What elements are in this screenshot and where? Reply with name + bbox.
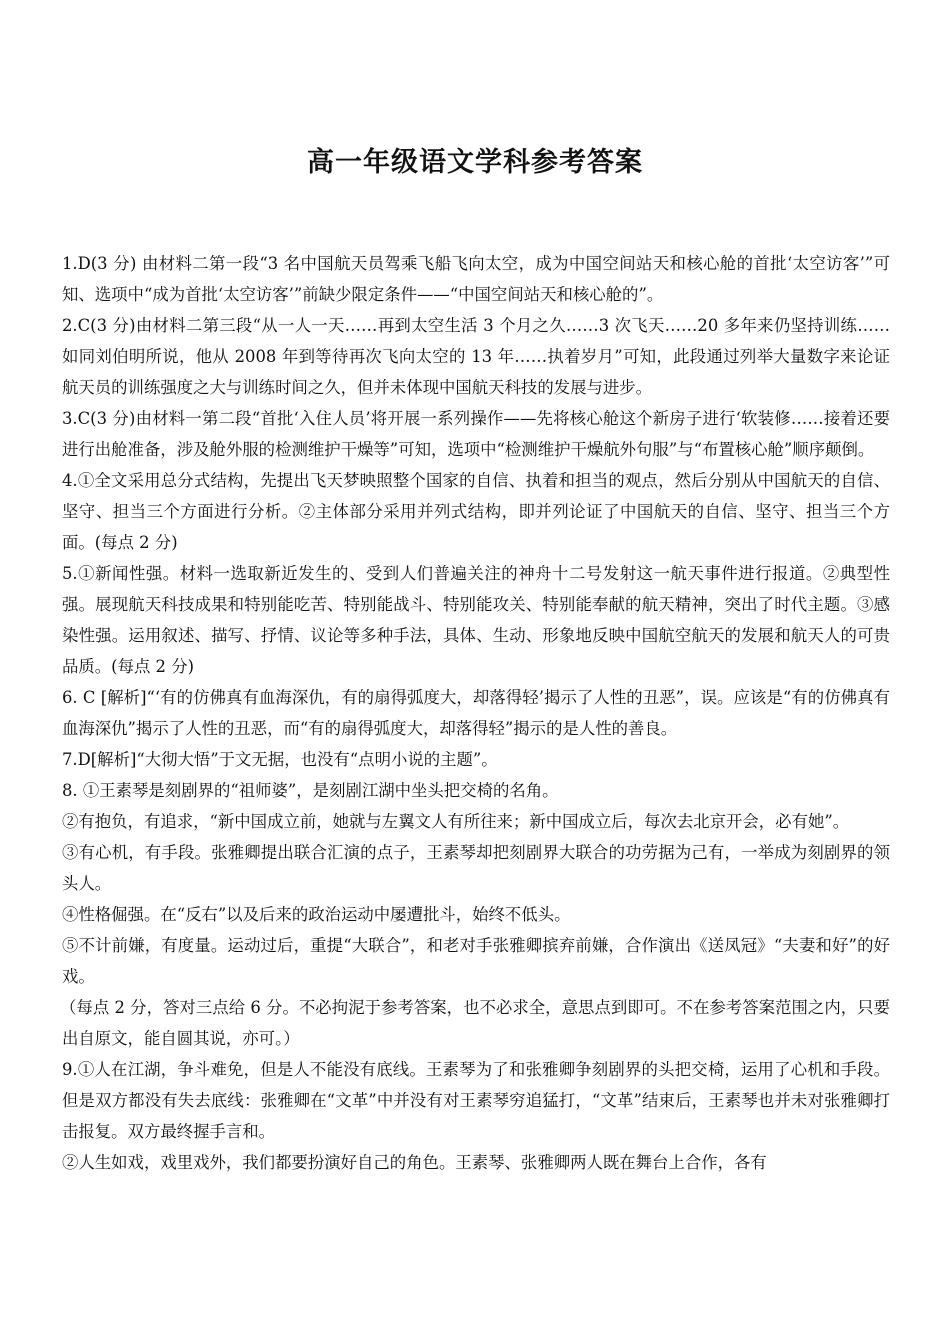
- answer-paragraph: ③有心机，有手段。张雅卿提出联合汇演的点子，王素琴却把刻剧界大联合的功劳据为己有，一举成为刻剧界的领头人。: [62, 843, 890, 893]
- answer-paragraph: 2.C(3 分)由材料二第三段“从一人一天……再到太空生活 3 个月之久……3 次飞天……20 多年来仍坚持训练……如同刘伯明所说，他从 2008 年到等待再次飞向太空的 13 年……执着岁月”可知，此段通过列举大量数字来论证航天员的训练强度之大与训练时间之久，但并未体现中国航天科技的发展与进步。: [62, 316, 890, 397]
- answer-paragraph: ⑤不计前嫌，有度量。运动过后，重提“大联合”，和老对手张雅卿摈弃前嫌，合作演出《送凤冠》“夫妻和好”的好戏。: [62, 936, 890, 986]
- scoring-note: （每点 2 分，答对三点给 6 分。不必拘泥于参考答案，也不必求全，意思点到即可。不在参考答案范围之内，只要出自原文，能自圆其说，亦可。）: [60, 998, 890, 1048]
- answer-content: [62, 248, 890, 1178]
- answer-paragraph: 9.①人在江湖，争斗难免，但是人不能没有底线。王素琴为了和张雅卿争刻剧界的头把交椅，运用了心机和手段。但是双方都没有失去底线：张雅卿在“文革”中并没有对王素琴穷追猛打，“文革”结束后，王素琴也并未对张雅卿打击报复。双方最终握手言和。: [62, 1060, 890, 1141]
- answer-paragraph: ②有抱负，有追求，“新中国成立前，她就与左翼文人有所往来；新中国成立后，每次去北京开会，必有她”。: [62, 812, 850, 831]
- answer-paragraph: 1.D(3 分) 由材料二第一段“3 名中国航天员驾乘飞船飞向太空，成为中国空间站天和核心舱的首批‘太空访客’”可知、选项中“成为首批‘太空访客’”前缺少限定条件——“中国空间站天和核心舱的”。: [62, 254, 890, 304]
- answer-paragraph: 8. ①王素琴是刻剧界的“祖师婆”，是刻剧江湖中坐头把交椅的名角。: [62, 781, 559, 800]
- answer-paragraph: 7.D[解析]“大彻大悟”于文无据，也没有“点明小说的主题”。: [62, 750, 498, 769]
- answer-paragraph: ④性格倔强。在“反右”以及后来的政治运动中屡遭批斗，始终不低头。: [62, 905, 571, 924]
- answer-paragraph: ②人生如戏，戏里戏外，我们都要扮演好自己的角色。王素琴、张雅卿两人既在舞台上合作，各有: [62, 1153, 767, 1172]
- page-title: 高一年级语文学科参考答案: [307, 147, 643, 178]
- answer-paragraph: 6. C [解析]“‘有的仿佛真有血海深仇，有的扇得弧度大，却落得轻’揭示了人性的丑恶”，误。应该是“有的仿佛真有血海深仇”揭示了人性的丑恶，而“有的扇得弧度大，却落得轻”揭示的是人性的善良。: [62, 688, 890, 738]
- answer-paragraph: 5.①新闻性强。材料一选取新近发生的、受到人们普遍关注的神舟十二号发射这一航天事件进行报道。②典型性强。展现航天科技成果和特别能吃苦、特别能战斗、特别能攻关、特别能奉献的航天精神，突出了时代主题。③感染性强。运用叙述、描写、抒情、议论等多种手法，具体、生动、形象地反映中国航空航天的发展和航天人的可贵品质。(每点 2 分): [62, 564, 890, 676]
- answer-paragraph: 4.①全文采用总分式结构，先提出飞天梦映照整个国家的自信、执着和担当的观点，然后分别从中国航天的自信、坚守、担当三个方面进行分析。②主体部分采用并列式结构，即并列论证了中国航天的自信、坚守、担当三个方面。(每点 2 分): [62, 471, 890, 552]
- answer-paragraph: 3.C(3 分)由材料一第二段“首批‘入住人员’将开展一系列操作——先将核心舱这个新房子进行‘软装修……接着还要进行出舱准备，涉及舱外服的检测维护干燥等”可知，选项中“检测维护干燥航外句服”与“布置核心舱”顺序颠倒。: [62, 409, 890, 459]
